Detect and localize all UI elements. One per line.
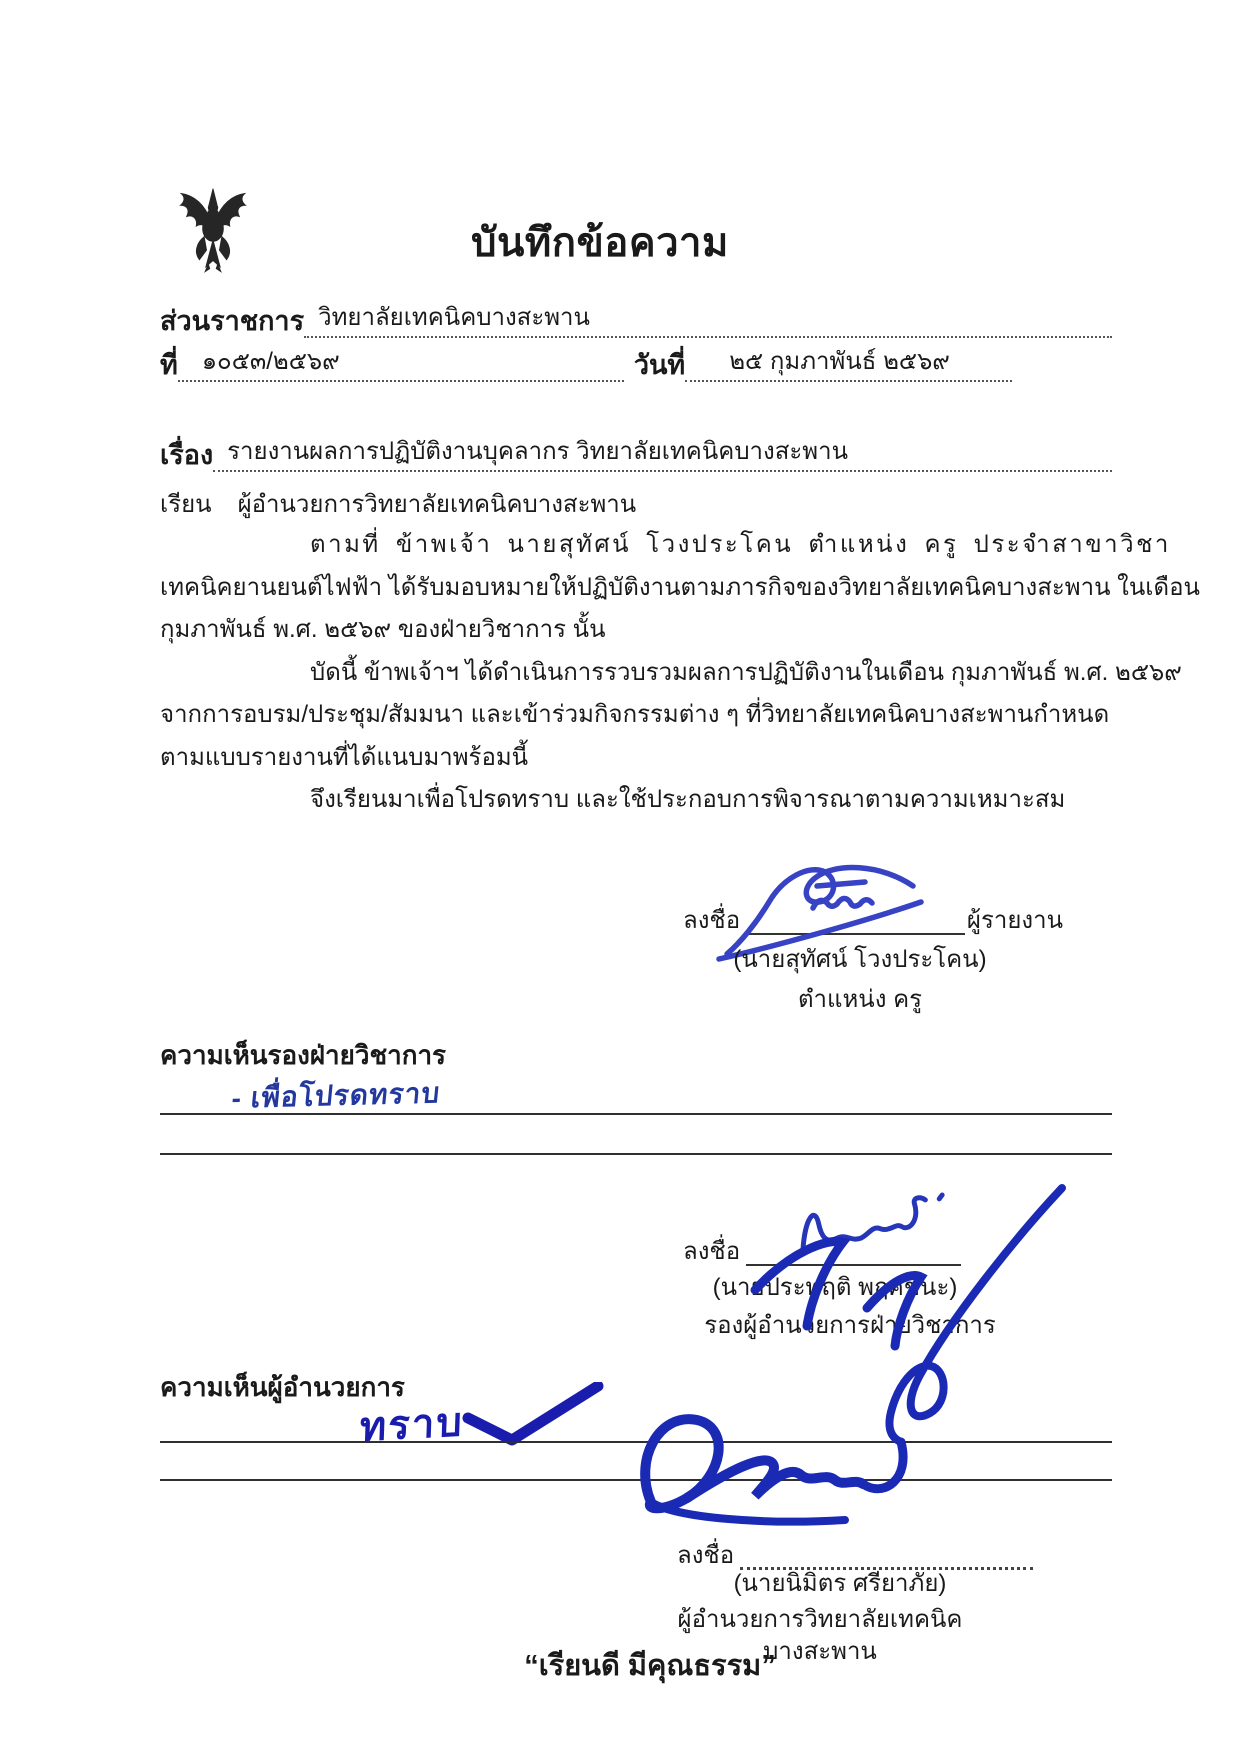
director-signature-icon	[615, 1180, 1090, 1575]
reporter-name: (นายสุทัศน์ โวงประโคน)	[733, 946, 987, 973]
deputy-handwritten-comment: - เพื่อโปรดทราบ	[230, 1077, 442, 1114]
paragraph-line: กุมภาพันธ์ พ.ศ. ๒๕๖๙ ของฝ่ายวิชาการ นั้น	[160, 616, 606, 643]
body-text	[160, 524, 1200, 822]
director-position: ผู้อำนวยการวิทยาลัยเทคนิคบางสะพาน	[677, 1606, 963, 1665]
subject-label: เรื่อง	[160, 440, 214, 470]
director-name: (นายนิมิตร ศรียาภัย)	[733, 1570, 947, 1597]
director-signature	[615, 1180, 1090, 1575]
to-value: ผู้อำนวยการวิทยาลัยเทคนิคบางสะพาน	[237, 491, 637, 518]
agency-label: ส่วนราชการ	[160, 306, 305, 336]
director-check-mark	[460, 1382, 605, 1448]
paragraph-line: ตามที่ ข้าพเจ้า นายสุทัศน์ โวงประโคน ตำแหน่ง ครู ประจำสาขาวิชา	[310, 531, 1171, 558]
number-label: ที่	[160, 350, 178, 380]
closing-line: จึงเรียนมาเพื่อโปรดทราบ และใช้ประกอบการพิจารณาตามความเหมาะสม	[310, 786, 1066, 813]
paragraph-line: บัดนี้ ข้าพเจ้าฯ ได้ดำเนินการรวบรวมผลการปฏิบัติงานในเดือน กุมภาพันธ์ พ.ศ. ๒๕๖๙	[310, 658, 1182, 686]
deputy-name: (นายประพฤติ พฤศชนะ)	[712, 1274, 958, 1301]
reporter-sign-label: ลงชื่อ	[683, 907, 741, 934]
director-sign-row	[677, 1532, 1035, 1572]
subject-value: รายงานผลการปฏิบัติงานบุคลากร วิทยาลัยเทคนิคบางสะพาน	[213, 436, 1112, 472]
school-motto: “เรียนดี มีคุณธรรม”	[524, 1650, 776, 1682]
agency-row	[160, 302, 1112, 338]
paragraph-line: ตามแบบรายงานที่ได้แนบมาพร้อมนี้	[160, 743, 529, 771]
paragraph-line: จากการอบรม/ประชุม/สัมมนา และเข้าร่วมกิจกรรมต่าง ๆ ที่วิทยาลัยเทคนิคบางสะพานกำหนด	[160, 701, 1110, 728]
check-icon	[460, 1382, 605, 1448]
number-value: ๑๐๕๓/๒๕๖๙	[178, 346, 624, 382]
reporter-position: ตำแหน่ง ครู	[797, 986, 923, 1013]
date-label: วันที่	[633, 350, 686, 380]
page-title: บันทึกข้อความ	[471, 221, 729, 265]
deputy-opinion-heading: ความเห็นรองฝ่ายวิชาการ	[160, 1040, 447, 1070]
subject-row	[160, 436, 1112, 472]
number-date-row	[160, 346, 1012, 382]
to-row	[160, 488, 1112, 522]
director-opinion-heading: ความเห็นผู้อำนวยการ	[160, 1372, 405, 1402]
director-handwritten-comment: ทราบ	[359, 1400, 465, 1450]
deputy-position: รองผู้อำนวยการฝ่ายวิชาการ	[704, 1312, 996, 1339]
paragraph-line: เทคนิคยานยนต์ไฟฟ้า ได้รับมอบหมายให้ปฏิบัติงานตามภารกิจของวิทยาลัยเทคนิคบางสะพาน ในเดือน	[160, 573, 1200, 601]
director-sign-label: ลงชื่อ	[677, 1542, 735, 1569]
agency-value: วิทยาลัยเทคนิคบางสะพาน	[304, 302, 1112, 338]
deputy-sign-label: ลงชื่อ	[683, 1238, 741, 1265]
comment-line	[160, 1113, 1112, 1115]
date-value: ๒๕ กุมภาพันธ์ ๒๕๖๙	[685, 346, 1012, 382]
reporter-role-suffix: ผู้รายงาน	[966, 907, 1063, 934]
to-label: เรียน	[160, 491, 212, 518]
comment-line	[160, 1153, 1112, 1155]
